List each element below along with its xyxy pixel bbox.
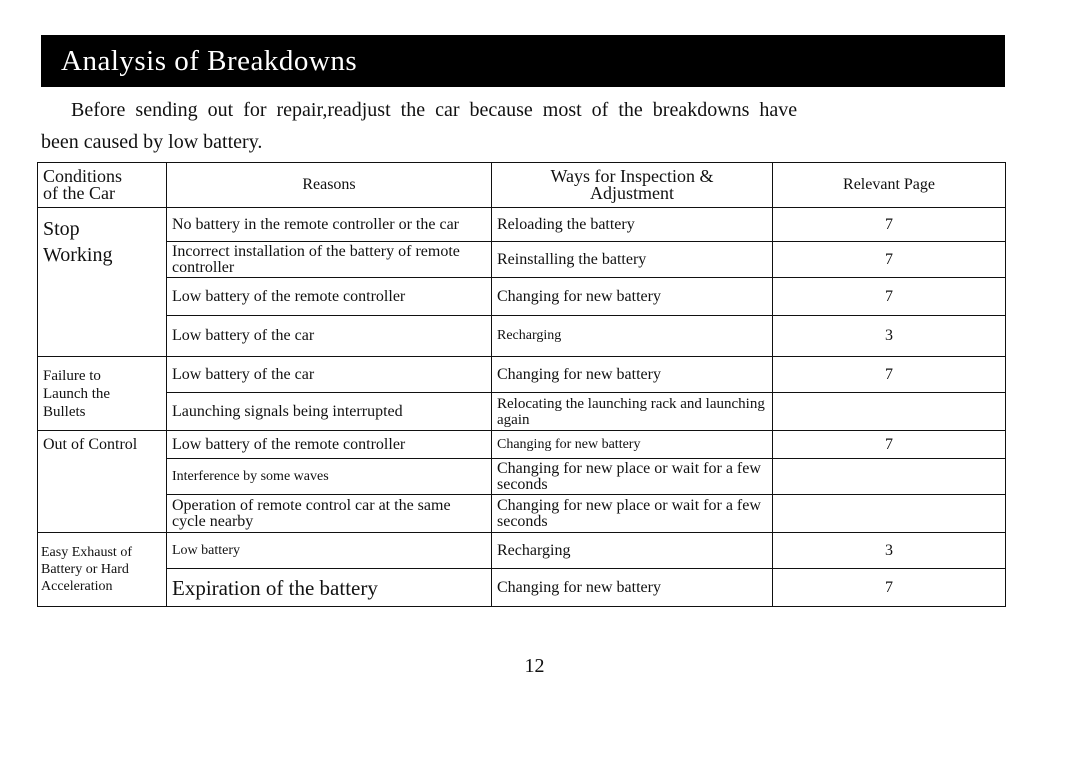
intro-paragraph [41,94,1005,158]
reason-cell: Low battery [167,533,492,569]
page-number: 12 [524,655,545,677]
condition-easy-exhaust: Easy Exhaust of Battery or Hard Acceleration [38,533,167,607]
way-cell: Changing for new battery [492,278,773,316]
page-cell: 7 [773,569,1006,607]
reason-cell: Low battery of the remote controller [167,431,492,459]
way-cell: Relocating the launching rack and launching again [492,393,773,431]
condition-failure-to-launch: Failure to Launch the Bullets [38,357,167,431]
page-cell: 7 [773,242,1006,278]
page-cell: 3 [773,316,1006,357]
reason-cell: Expiration of the battery [167,569,492,607]
page-title: Analysis of Breakdowns [41,35,1005,87]
page-cell [773,459,1006,495]
intro-line-1: Before sending out for repair,readjust the car because most of the breakdowns have [71,99,798,121]
table-row [38,357,1006,393]
condition-stop-working: Stop Working [38,208,167,357]
way-cell: Recharging [492,316,773,357]
table-row [38,533,1006,569]
way-cell: Changing for new place or wait for a few seconds [492,459,773,495]
table-row [38,208,1006,242]
table-row [38,242,1006,278]
header-conditions: Conditions of the Car [38,163,167,208]
reason-cell: Incorrect installation of the battery of remote controller [167,242,492,278]
table-row [38,316,1006,357]
reason-cell: No battery in the remote controller or the car [167,208,492,242]
condition-out-of-control: Out of Control [38,431,167,533]
page-cell [773,495,1006,533]
reason-cell: Low battery of the car [167,357,492,393]
page-cell: 7 [773,431,1006,459]
header-relevant-page: Relevant Page [773,163,1006,208]
header-reasons: Reasons [167,163,492,208]
way-cell: Changing for new battery [492,357,773,393]
page-cell: 7 [773,278,1006,316]
table-row [38,278,1006,316]
header-ways: Ways for Inspection & Adjustment [492,163,773,208]
reason-cell: Launching signals being interrupted [167,393,492,431]
table-row [38,431,1006,459]
table-row [38,393,1006,431]
reason-cell: Low battery of the remote controller [167,278,492,316]
way-cell: Reinstalling the battery [492,242,773,278]
way-cell: Changing for new battery [492,431,773,459]
breakdown-table [37,162,1006,607]
page-cell: 3 [773,533,1006,569]
page-cell: 7 [773,357,1006,393]
table-row [38,459,1006,495]
table-row [38,569,1006,607]
table-header-row [38,163,1006,208]
reason-cell: Operation of remote control car at the same cycle nearby [167,495,492,533]
intro-line-2: been caused by low battery. [41,131,263,153]
page-cell: 7 [773,208,1006,242]
way-cell: Changing for new battery [492,569,773,607]
page-cell [773,393,1006,431]
way-cell: Reloading the battery [492,208,773,242]
way-cell: Recharging [492,533,773,569]
table-row [38,495,1006,533]
reason-cell: Low battery of the car [167,316,492,357]
way-cell: Changing for new place or wait for a few seconds [492,495,773,533]
reason-cell: Interference by some waves [167,459,492,495]
